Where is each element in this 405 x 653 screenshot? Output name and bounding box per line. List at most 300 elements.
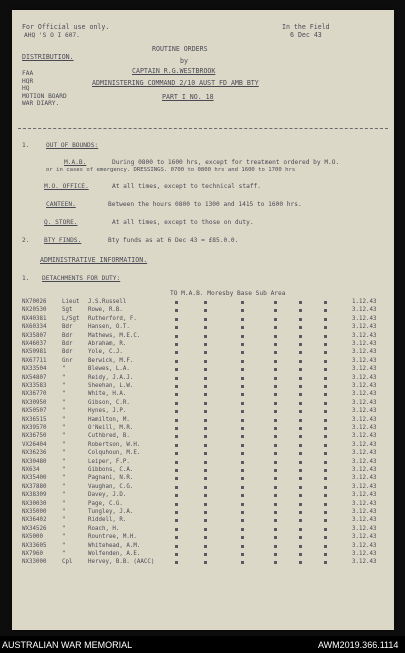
ditto-mark — [175, 444, 178, 447]
ditto-mark — [324, 519, 327, 522]
service-number: NX46037 — [22, 341, 47, 347]
ditto-mark — [241, 309, 244, 312]
detach-date: 3.12.43 — [352, 324, 377, 331]
ditto-mark — [299, 326, 302, 329]
service-number: NX5000 — [22, 534, 43, 541]
ditto-mark — [175, 368, 178, 371]
item-text: Between the hours 0800 to 1300 and 1415 to 1600 hrs. — [108, 201, 302, 208]
rank: " — [62, 408, 66, 415]
ditto-mark — [175, 461, 178, 464]
ditto-mark — [175, 528, 178, 531]
detach-date: 3.12.43 — [352, 374, 377, 381]
service-number: NX30480 — [22, 458, 47, 465]
section-number: 1. — [22, 142, 30, 149]
ditto-mark — [241, 410, 244, 413]
ditto-mark — [241, 452, 244, 455]
ditto-mark — [299, 561, 302, 564]
soldier-name: Hervey, B.B. (AACC) — [88, 559, 155, 566]
service-number: NX54807 — [22, 374, 47, 381]
detach-date: 3.12.43 — [352, 525, 377, 532]
service-number: NX36515 — [22, 416, 47, 423]
ditto-mark — [204, 545, 207, 548]
ditto-mark — [204, 410, 207, 413]
ditto-mark — [204, 309, 207, 312]
ditto-mark — [204, 561, 207, 564]
soldier-name: Rutherford, F. — [88, 315, 137, 322]
detach-date: 3.12.43 — [352, 542, 377, 549]
rank: " — [62, 366, 66, 373]
detach-date: 3.12.43 — [352, 467, 377, 473]
service-number: NX33000 — [22, 559, 47, 566]
service-number: NX36770 — [22, 391, 47, 398]
service-number: VX26404 — [22, 441, 47, 448]
soldier-name: White, H.A. — [88, 391, 127, 398]
soldier-name: Roach, H. — [88, 525, 120, 532]
rank: " — [62, 433, 66, 440]
ditto-mark — [204, 343, 207, 346]
ditto-mark — [299, 318, 302, 321]
soldier-name: Davey, J.D. — [88, 492, 127, 499]
ditto-mark — [204, 461, 207, 464]
service-number: NX39570 — [22, 425, 47, 431]
ditto-mark — [241, 494, 244, 497]
ditto-mark — [324, 511, 327, 514]
detach-date: 3.12.43 — [352, 332, 377, 339]
ditto-mark — [274, 351, 277, 354]
ditto-mark — [175, 326, 178, 329]
ditto-mark — [324, 545, 327, 548]
rank: Cpl — [62, 559, 73, 566]
by-line: by — [180, 57, 188, 65]
ditto-mark — [324, 528, 327, 531]
section-number: 2. — [22, 237, 30, 244]
ditto-mark — [241, 553, 244, 556]
ditto-mark — [299, 536, 302, 539]
soldier-name: Tungley, J.A. — [88, 509, 134, 515]
detach-date: 3.12.43 — [352, 433, 377, 440]
ditto-mark — [299, 410, 302, 413]
ditto-mark — [274, 461, 277, 464]
soldier-name: Colquhoun, M.E. — [88, 450, 141, 457]
ditto-mark — [274, 419, 277, 422]
rank: " — [62, 509, 66, 515]
ditto-mark — [175, 377, 178, 380]
ditto-mark — [204, 486, 207, 489]
ditto-mark — [241, 393, 244, 396]
ditto-mark — [175, 410, 178, 413]
ditto-mark — [241, 326, 244, 329]
ditto-mark — [241, 503, 244, 506]
service-number: NX35400 — [22, 475, 47, 482]
ditto-mark — [241, 402, 244, 405]
ditto-mark — [204, 360, 207, 363]
ditto-mark — [204, 351, 207, 354]
ditto-mark — [241, 301, 244, 304]
rank: Gnr — [62, 357, 73, 364]
detach-date: 3.12.43 — [352, 349, 377, 356]
ditto-mark — [241, 427, 244, 430]
rank: Sgt — [62, 307, 73, 314]
rank: " — [62, 534, 66, 541]
soldier-name: Gibson, C.R. — [88, 399, 130, 406]
ditto-mark — [299, 519, 302, 522]
rank: " — [62, 551, 66, 557]
security-marking: For Official use only. — [22, 23, 110, 31]
ditto-mark — [324, 419, 327, 422]
ditto-mark — [175, 427, 178, 430]
distribution-item: WAR DIARY. — [22, 100, 60, 107]
rank: " — [62, 425, 66, 431]
ditto-mark — [241, 360, 244, 363]
ditto-mark — [324, 385, 327, 388]
rank: " — [62, 467, 66, 473]
ditto-mark — [274, 343, 277, 346]
ditto-mark — [324, 477, 327, 480]
date: 6 Dec 43 — [290, 31, 322, 39]
rank: " — [62, 374, 66, 381]
part-number: PART I NO. 18 — [162, 93, 214, 101]
soldier-name: Blewes, L.A. — [88, 366, 130, 373]
ditto-mark — [241, 385, 244, 388]
service-number: NX36750 — [22, 433, 47, 440]
ditto-mark — [274, 561, 277, 564]
ditto-mark — [324, 343, 327, 346]
detach-date: 3.12.43 — [352, 509, 377, 515]
service-number: NX35000 — [22, 509, 47, 515]
ditto-mark — [324, 469, 327, 472]
detach-date: 3.12.43 — [352, 366, 377, 373]
security-sub: AHQ 'S O I 607. — [24, 32, 80, 39]
ditto-mark — [175, 360, 178, 363]
ditto-mark — [324, 452, 327, 455]
item-text: Bty funds as at 6 Dec 43 = £85.0.0. — [108, 237, 239, 244]
ditto-mark — [204, 477, 207, 480]
rank: L/Sgt — [62, 315, 80, 322]
service-number: NX20530 — [22, 307, 47, 314]
ditto-mark — [241, 335, 244, 338]
ditto-mark — [204, 377, 207, 380]
section-title: DETACHMENTS FOR DUTY: — [42, 275, 121, 282]
soldier-name: Abraham, R. — [88, 341, 127, 347]
rank: " — [62, 542, 66, 549]
ditto-mark — [299, 393, 302, 396]
ditto-mark — [274, 410, 277, 413]
ditto-mark — [324, 309, 327, 312]
detach-date: 3.12.43 — [352, 441, 377, 448]
ditto-mark — [324, 368, 327, 371]
soldier-name: Cuthbred, B. — [88, 433, 130, 440]
distribution-label: DISTRIBUTION. — [22, 53, 74, 61]
ditto-mark — [299, 351, 302, 354]
ditto-mark — [274, 385, 277, 388]
distribution-item: FAA — [22, 70, 34, 77]
detach-date: 3.12.43 — [352, 450, 377, 457]
ditto-mark — [274, 301, 277, 304]
rank: " — [62, 525, 66, 532]
detach-date: 3.12.43 — [352, 399, 377, 406]
ditto-mark — [324, 427, 327, 430]
service-number: NX60334 — [22, 324, 47, 331]
item-text: During 0800 to 1600 hrs, except for treatment ordered by M.O. — [112, 159, 340, 166]
ditto-mark — [274, 486, 277, 489]
detach-date: 3.12.43 — [352, 458, 377, 465]
ditto-mark — [175, 351, 178, 354]
service-number: NX33504 — [22, 366, 47, 373]
rank: Bdr — [62, 332, 73, 339]
ditto-mark — [175, 335, 178, 338]
soldier-name: Reidy, J.A.J. — [88, 374, 134, 381]
ditto-mark — [204, 511, 207, 514]
ditto-mark — [324, 536, 327, 539]
ditto-mark — [175, 536, 178, 539]
rank: " — [62, 399, 66, 406]
soldier-name: Berwick, M.F. — [88, 357, 134, 364]
admin-title: ADMINISTRATIVE INFORMATION. — [40, 256, 148, 264]
soldier-name: O'Neill, M.R. — [88, 425, 134, 431]
ditto-mark — [175, 301, 178, 304]
ditto-mark — [241, 519, 244, 522]
soldier-name: Whitehead, A.M. — [88, 542, 141, 549]
soldier-name: Leiper, F.P. — [88, 458, 130, 465]
ditto-mark — [274, 553, 277, 556]
service-number: WX34526 — [22, 525, 47, 532]
footer-bar — [0, 636, 405, 653]
distribution-item: HQR — [22, 77, 34, 85]
ditto-mark — [274, 393, 277, 396]
ditto-mark — [299, 343, 302, 346]
ditto-mark — [204, 435, 207, 438]
ditto-mark — [274, 368, 277, 371]
detach-date: 3.12.43 — [352, 341, 377, 347]
service-number: NX50507 — [22, 408, 47, 415]
ditto-mark — [175, 553, 178, 556]
ditto-mark — [204, 452, 207, 455]
ditto-mark — [241, 469, 244, 472]
ditto-mark — [241, 368, 244, 371]
ditto-mark — [274, 519, 277, 522]
ditto-mark — [241, 536, 244, 539]
ditto-mark — [299, 435, 302, 438]
ditto-mark — [204, 503, 207, 506]
ditto-mark — [324, 410, 327, 413]
ditto-mark — [299, 503, 302, 506]
ditto-mark — [175, 519, 178, 522]
ditto-mark — [299, 545, 302, 548]
ditto-mark — [299, 427, 302, 430]
service-number: NX634 — [22, 467, 40, 473]
service-number: NX67711 — [22, 357, 47, 364]
rank: " — [62, 483, 66, 490]
ditto-mark — [274, 427, 277, 430]
ditto-mark — [324, 377, 327, 380]
ditto-mark — [204, 402, 207, 405]
ditto-mark — [299, 511, 302, 514]
rank: " — [62, 517, 66, 524]
ditto-mark — [204, 444, 207, 447]
ditto-mark — [274, 536, 277, 539]
ditto-mark — [324, 335, 327, 338]
ditto-mark — [299, 553, 302, 556]
ditto-mark — [241, 435, 244, 438]
ditto-mark — [324, 393, 327, 396]
ditto-mark — [204, 301, 207, 304]
ditto-mark — [204, 553, 207, 556]
ditto-mark — [175, 385, 178, 388]
ditto-mark — [241, 318, 244, 321]
item-key: CANTEEN. — [46, 201, 76, 208]
ditto-mark — [324, 486, 327, 489]
soldier-name: Wolfenden, A.E. — [88, 551, 141, 557]
rank: " — [62, 500, 66, 507]
item-text: At all times, except to those on duty. — [112, 219, 254, 226]
ditto-mark — [175, 561, 178, 564]
rank: " — [62, 383, 66, 389]
detach-date: 3.12.43 — [352, 307, 377, 314]
soldier-name: Page, C.G. — [88, 500, 123, 507]
soldier-name: J.S.Russell — [88, 299, 127, 305]
footer-reference: AWM2019.366.1114 — [318, 640, 399, 650]
ditto-mark — [241, 477, 244, 480]
item-key: Q. STORE. — [44, 219, 78, 226]
soldier-name: Rowe, R.B. — [88, 307, 123, 314]
ditto-mark — [274, 494, 277, 497]
service-number: NX7960 — [22, 551, 43, 557]
ditto-mark — [204, 536, 207, 539]
soldier-name: Robertson, W.H. — [88, 441, 141, 448]
ditto-mark — [274, 503, 277, 506]
ditto-mark — [175, 494, 178, 497]
distribution-item: HQ — [22, 85, 30, 92]
soldier-name: Yole, C.J. — [88, 349, 123, 356]
destination-heading: TO M.A.B. Moresby Base Sub Area — [170, 290, 286, 297]
ditto-mark — [175, 309, 178, 312]
rank: Bdr — [62, 349, 73, 356]
detach-date: 3.12.43 — [352, 475, 377, 482]
ditto-mark — [324, 494, 327, 497]
ditto-mark — [241, 561, 244, 564]
rank: " — [62, 391, 66, 398]
rank: " — [62, 450, 66, 457]
soldier-name: Vaughan, C.G. — [88, 483, 134, 490]
section-number: 1. — [22, 275, 30, 282]
ditto-mark — [274, 326, 277, 329]
detach-date: 3.12.43 — [352, 408, 377, 415]
ditto-mark — [241, 377, 244, 380]
ditto-mark — [324, 326, 327, 329]
ditto-mark — [324, 318, 327, 321]
divider — [18, 128, 388, 129]
ditto-mark — [299, 377, 302, 380]
ditto-mark — [299, 494, 302, 497]
item-key: BTY FINDS. — [44, 237, 82, 244]
ditto-mark — [204, 335, 207, 338]
ditto-mark — [175, 318, 178, 321]
soldier-name: Sheehan, L.W. — [88, 383, 134, 389]
service-number: NX38309 — [22, 492, 47, 499]
ditto-mark — [175, 435, 178, 438]
ditto-mark — [175, 511, 178, 514]
service-number: NX36402 — [22, 517, 47, 524]
service-number: NX30030 — [22, 500, 47, 507]
ditto-mark — [299, 335, 302, 338]
service-number: NX33583 — [22, 383, 47, 389]
item-text: At all times, except to technical staff. — [112, 183, 262, 190]
ditto-mark — [175, 477, 178, 480]
detach-date: 3.12.43 — [352, 492, 377, 499]
detach-date: 3.12.43 — [352, 391, 377, 398]
ditto-mark — [175, 452, 178, 455]
ditto-mark — [299, 301, 302, 304]
detach-date: 3.12.43 — [352, 500, 377, 507]
ditto-mark — [241, 486, 244, 489]
ditto-mark — [204, 519, 207, 522]
ditto-mark — [204, 368, 207, 371]
soldier-name: Gibbons, C.A. — [88, 467, 134, 473]
ditto-mark — [274, 477, 277, 480]
ditto-mark — [241, 511, 244, 514]
service-number: NX50981 — [22, 349, 47, 356]
ditto-mark — [204, 427, 207, 430]
ditto-mark — [324, 561, 327, 564]
service-number: NX40381 — [22, 315, 47, 322]
ditto-mark — [241, 343, 244, 346]
ditto-mark — [324, 444, 327, 447]
item-key: M.A.B. — [64, 159, 87, 166]
ditto-mark — [204, 528, 207, 531]
ditto-mark — [175, 503, 178, 506]
service-number: NX70026 — [22, 299, 47, 305]
ditto-mark — [175, 343, 178, 346]
ditto-mark — [274, 377, 277, 380]
detach-date: 3.12.43 — [352, 425, 377, 431]
detach-date: 3.12.43 — [352, 517, 377, 524]
ditto-mark — [299, 368, 302, 371]
ditto-mark — [274, 435, 277, 438]
ditto-mark — [274, 309, 277, 312]
soldier-name: Pagnani, N.R. — [88, 475, 134, 482]
signatory: CAPTAIN R.G.WESTBROOK — [132, 67, 216, 75]
soldier-name: Mathews, M.E.C. — [88, 332, 141, 339]
soldier-name: Hansen, O.T. — [88, 324, 130, 331]
ditto-mark — [274, 452, 277, 455]
ditto-mark — [241, 444, 244, 447]
ditto-mark — [324, 503, 327, 506]
detach-date: 3.12.43 — [352, 534, 377, 541]
ditto-mark — [175, 419, 178, 422]
service-number: NX30950 — [22, 399, 47, 406]
ditto-mark — [274, 318, 277, 321]
soldier-name: Hamilton, M. — [88, 416, 130, 423]
service-number: NX33605 — [22, 542, 47, 549]
detach-date: 3.12.43 — [352, 315, 377, 322]
ditto-mark — [175, 486, 178, 489]
place: In the Field — [282, 23, 330, 31]
item-key: M.O. OFFICE. — [44, 183, 89, 190]
ditto-mark — [204, 326, 207, 329]
rank: Bdr — [62, 324, 73, 331]
item-text: or in cases of emergency. DRESSINGS. 0700 to 0800 hrs and 1600 to 1700 hrs — [46, 167, 296, 173]
ditto-mark — [299, 309, 302, 312]
ditto-mark — [274, 469, 277, 472]
ditto-mark — [299, 419, 302, 422]
distribution-item: MOTION BOARD — [22, 92, 67, 100]
ditto-mark — [204, 385, 207, 388]
ditto-mark — [299, 486, 302, 489]
ditto-mark — [204, 469, 207, 472]
detach-date: 3.12.43 — [352, 357, 377, 364]
ditto-mark — [274, 444, 277, 447]
soldier-name: Hynes, J.P. — [88, 408, 127, 415]
